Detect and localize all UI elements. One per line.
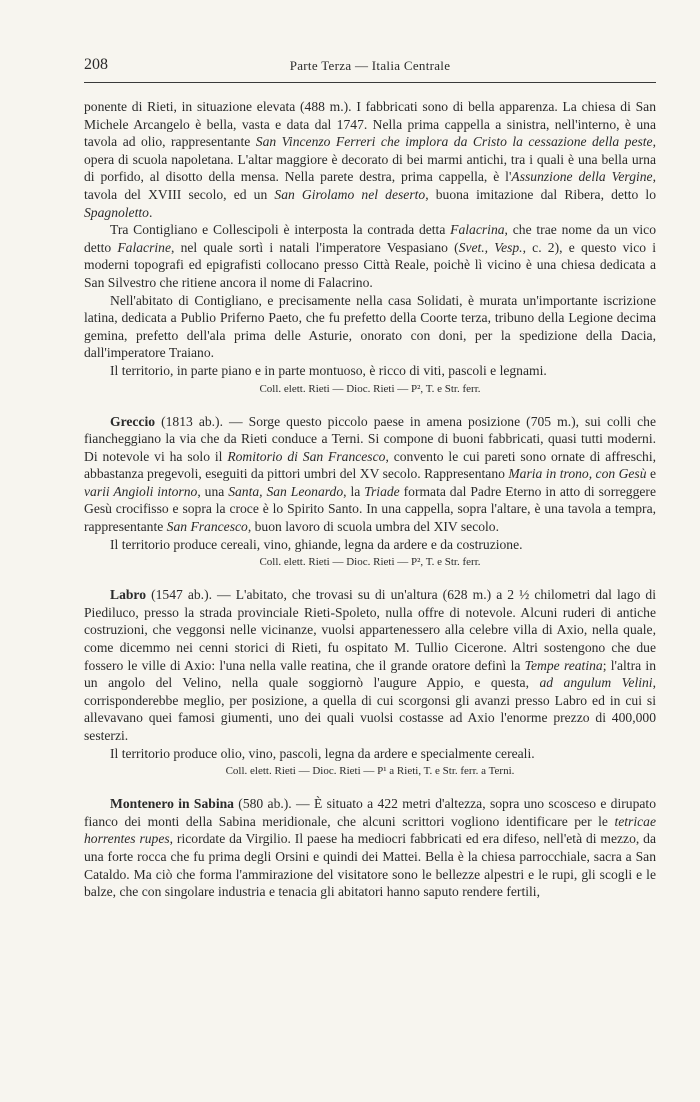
text-run: ponente di Rieti, in situazione elevata (488 m.). I fabbricati sono di bella apparenza. La chiesa di San Michele Arcangelo è bella, vasta e data dal 1747. Nella prima cappella a sinistra, nell'interno, è una tavola ad olio, rappresentante [84,99,656,150]
latin-phrase: tetricae horrentes rupes [84,813,656,847]
text-run: , buona imitazione dal Ribera, detto lo [425,186,657,202]
artwork-title: San Francesco [166,519,248,535]
intro-paragraph-2 [84,221,656,291]
text-run: È situato a 422 metri d'altezza, sopra uno scosceso e dirupato fianco dei monti della Sabina meridionale, che alcuni scrittori vogliono identificare per le [84,796,656,829]
page-number: 208 [84,56,108,73]
montenero-entry [84,795,656,901]
text-run: , la [343,483,365,499]
entry-name: Labro [110,587,147,603]
text-run: , una [197,483,229,499]
greccio-meta: Coll. elett. Rieti — Dioc. Rieti — P², T. e Str. ferr. [259,556,481,569]
intro-paragraph-4: Il territorio, in parte piano e in parte montuoso, è ricco di viti, pascoli e legnami. [110,362,547,378]
greccio-entry [84,413,656,536]
artist-nickname: Spagnoletto [84,204,149,220]
labro-entry [84,586,656,744]
text-run: , convento le cui pareti sono ornate di affreschi, abbastanza pregevoli, eseguiti da pittori umbri del XV secolo. Rappresentano [84,448,656,482]
artwork-title: San Vincenzo Ferreri che implora da Cristo la cessazione della peste [255,134,653,150]
labro-meta: Coll. elett. Rieti — Dioc. Rieti — P¹ a Rieti, T. e Str. ferr. a Terni. [225,765,515,778]
text-run: e [646,466,656,482]
text-run: , ricordate da Virgilio. Il paese ha mediocri fabbricati ed era difeso, nell'età di mezzo, da una forte rocca che fu prima degli Orsini e quindi dei Mattei. Bella è la chiesa parrocchiale, sacra a San Cataldo. Ma ciò che forma l'ammirazione del visitatore sono le bellezze alpestri e le rupi, gli scogli e le balze, che con singolare industria e tenacia gli abitatori hanno saputo rendere fertili, [84,831,656,900]
text-run: L'abitato, che trovasi su di un'altura (628 m.) a 2 ½ chilometri dal lago di Piediluco, presso la strada provinciale Rieti-Spoleto, nulla offre di notevole. Alcuni ruderi di antiche costruzioni, che veggonsi nelle vicinanze, vuolsi appartenessero alla celebre villa di Axio, nella quale, come dicemmo nei cenni storici di Rieti, fu ospitato M. Tullio Cicerone. Altri sostengono che due fossero le ville di Axio: l'una nella valle reatina, che il grande oratore definì la [84,587,656,673]
artwork-title: Santa, San Leonardo [228,483,344,499]
intro-paragraph-3: Nell'abitato di Contigliano, e precisamente nella casa Solidati, è murata un'importante iscrizione latina, dedicata a Publio Priferno Paeto, che fu prefetto della Coorte terza, tribuno della Legione decima gemina, prefetto dell'ala prima delle Asturie, onorato con doni, per la spedizione della Dacia, dall'imperatore Traiano. [84,292,656,361]
artwork-title: Triade [364,483,400,499]
intro-paragraph-1 [84,98,656,221]
artwork-title: varii Angioli intorno [84,483,198,499]
text-run: , opera di scuola napoletana. L'altar maggiore è decorato di bei marmi antichi, tra i quali è una bella urna di porfido, al disotto della mensa. Nella parete destra, prima cappella, è l' [84,134,657,185]
entry-population: (1547 ab.). — [146,587,236,603]
page-body [84,98,656,901]
latin-phrase: ad angulum Velini [539,675,653,691]
labro-territory: Il territorio produce olio, vino, pascoli, legna da ardere e specialmente cereali. [110,745,535,761]
entry-population: (1813 ab.). — [155,413,249,429]
text-run: , c. 2), e questo vico i moderni topografi ed epigrafisti collocano presso Città Reale, poichè lì vicino è una chiesa dedicata a San Silvestro che ritiene ancora il nome di Falacrino. [84,239,656,290]
text-run: formata dal Padre Eterno in atto di sorreggere Gesù crocifisso e sopra la croce è lo Spirito Santo. In una cappella, sopra l'altare, è una tavola a tempra, rappresentante [84,483,656,535]
text-run: ; l'altra in un angolo del Velino, nella quale soggiornò l'augure Appio, e questa, [84,657,656,691]
place-name: Falacrina [450,222,505,238]
text-run: , buon lavoro di scuola umbra del XIV secolo. [247,519,500,535]
artwork-title: San Girolamo nel deserto [274,186,426,202]
citation: Svet., Vesp. [458,239,523,255]
text-run: , nel quale sortì i natali l'imperatore Vespasiano ( [170,239,459,255]
entry-name: Greccio [110,413,156,429]
place-name: Falacrine [117,239,171,255]
intro-meta: Coll. elett. Rieti — Dioc. Rieti — P², T. e Str. ferr. [259,382,481,395]
text-run: , tavola del XVIII secolo, ed un [84,169,657,202]
artwork-title: Maria in trono, con Gesù [508,466,647,482]
running-title: Parte Terza — Italia Centrale [289,58,451,73]
page-header [84,56,656,83]
text-run: . [148,204,153,220]
entry-name: Montenero in Sabina [110,796,234,812]
artwork-title: Assunzione della Vergine [511,169,653,185]
text-run: Tra Contigliano e Collescipoli è interposta la contrada detta [110,222,451,238]
entry-population: (580 ab.). — [233,796,314,812]
text-run: Sorge questo piccolo paese in amena posizione (705 m.), sui colli che fiancheggiano la via che da Rieti conduce a Terni. Si compone di buoni fabbricati, quasi tutti moderni. Di notevole vi ha solo il [84,413,656,464]
artwork-title: Romitorio di San Francesco [227,448,386,464]
text-run: , corrisponderebbe meglio, per posizione, a quella di cui scorgonsi gli avanzi presso Labro ed in cui si allevavano quei famosi giumenti, uno dei quali vuolsi costasse ad Axio l'enorme prezzo di 400,000 sesterzi. [84,675,656,743]
latin-phrase: Tempe reatina [524,657,603,673]
text-run: , che trae nome da un vico detto [84,222,656,255]
greccio-territory: Il territorio produce cereali, vino, ghiande, legna da ardere e da costruzione. [110,536,523,552]
